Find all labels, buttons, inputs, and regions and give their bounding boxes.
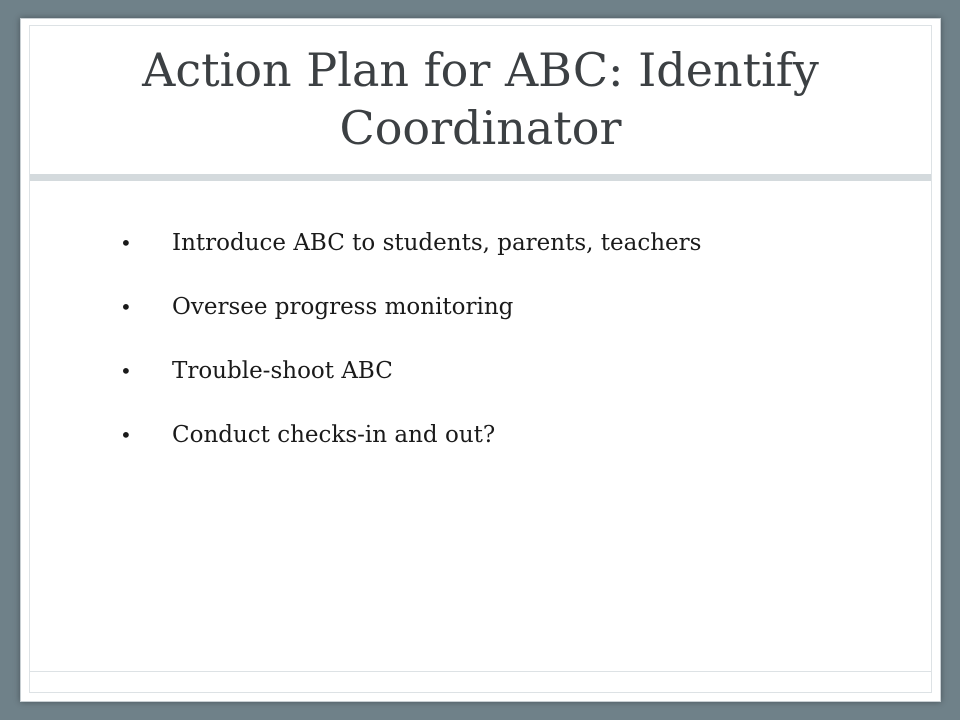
bullet-list — [120, 230, 701, 486]
bullet-item — [120, 422, 701, 486]
bullet-icon: • — [120, 359, 132, 383]
bullet-text: Trouble-shoot ABC — [172, 358, 393, 384]
bullet-text: Conduct checks-in and out? — [172, 422, 496, 448]
bullet-item — [120, 358, 701, 422]
title-divider — [30, 174, 931, 181]
bullet-text: Introduce ABC to students, parents, teachers — [172, 230, 702, 256]
footer-divider — [30, 671, 931, 672]
title-area — [30, 26, 931, 172]
bullet-icon: • — [120, 423, 132, 447]
slide-title: Action Plan for ABC: Identify Coordinator — [142, 43, 819, 155]
bullet-icon: • — [120, 231, 132, 255]
bullet-item — [120, 294, 701, 358]
slide-canvas — [20, 18, 941, 702]
bullet-item — [120, 230, 701, 294]
bullet-icon: • — [120, 295, 132, 319]
content-frame — [29, 25, 932, 693]
bullet-text: Oversee progress monitoring — [172, 294, 514, 320]
